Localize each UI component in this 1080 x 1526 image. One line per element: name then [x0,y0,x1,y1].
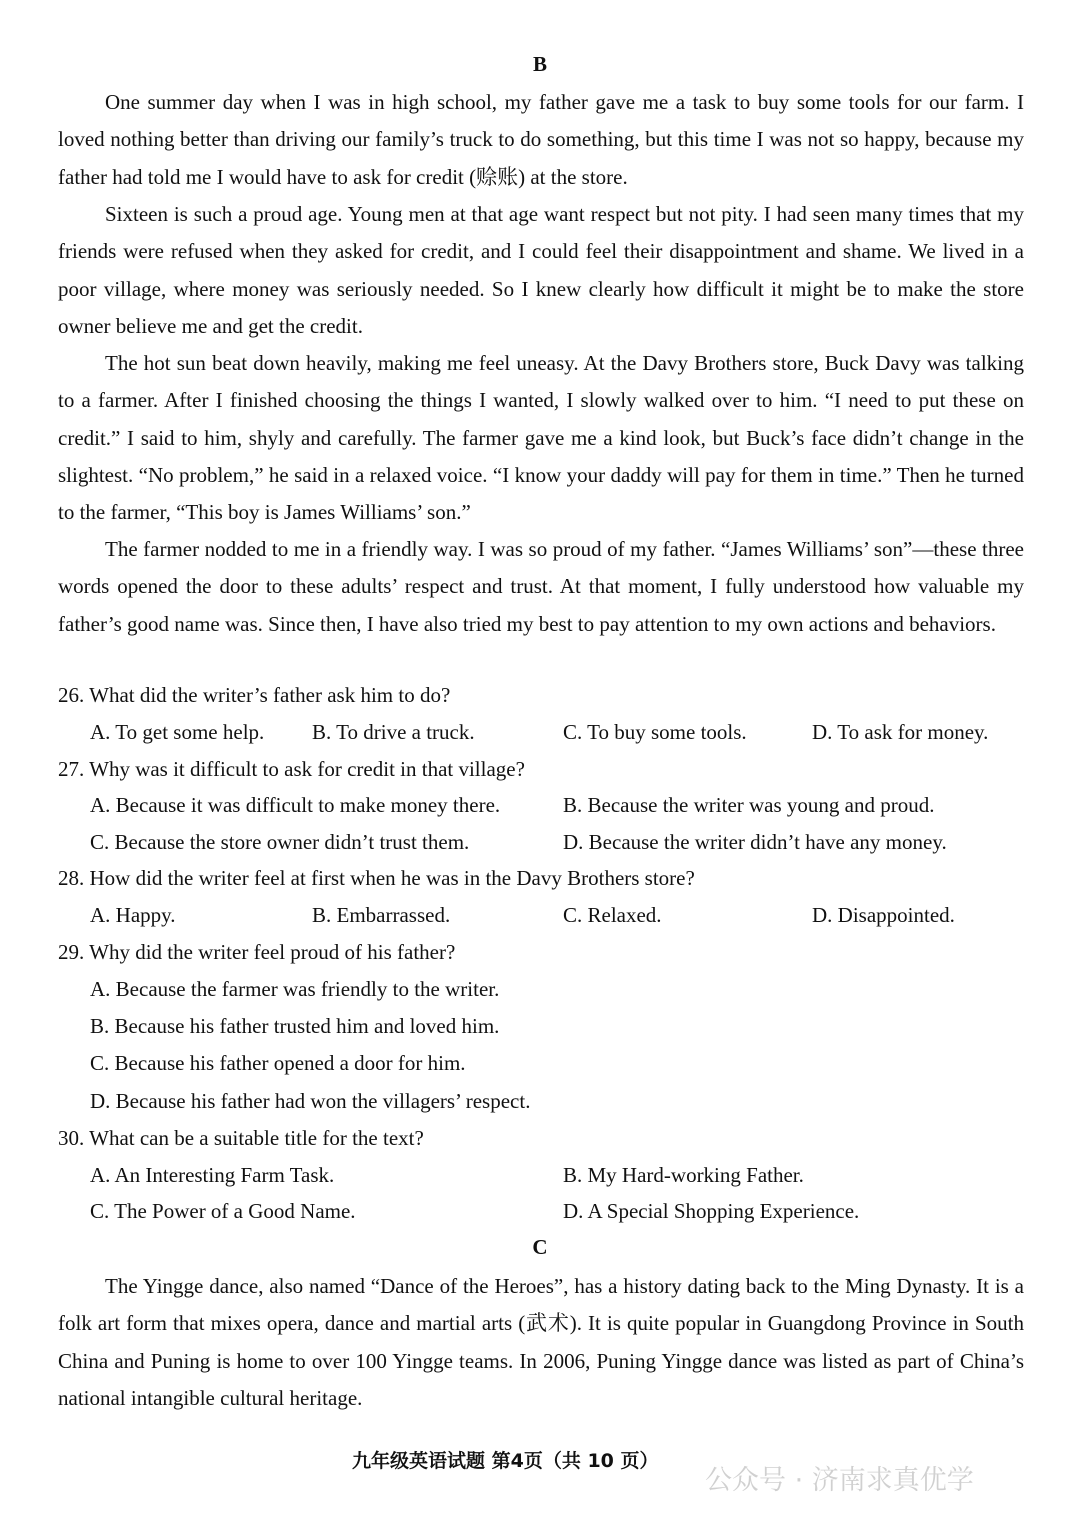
watermark: 公众号 · 济南求真优学 [705,1465,974,1496]
question-29-option-a: A. Because the farmer was friendly to the writer. [90,977,500,1001]
question-27-option-a: A. Because it was difficult to make money there. [90,793,501,817]
section-b-title: B [532,52,547,76]
question-28-option-d: D. Disappointed. [812,903,955,927]
section-b-paragraph-3: The hot sun beat down heavily, making me feel uneasy. At the Davy Brothers store, Buck Davy was talking to a farmer. After I finished choosing the things I wanted, I slowly walked over to him. “I need to put these on credit.” I said to him, shyly and carefully. The farmer gave me a kind look, but Buck’s face didn’t change in the slightest. “No problem,” he said in a relaxed voice. “I know your daddy will pay for them in time.” Then he turned to the farmer, “This boy is James Williams’ son.” [58,351,1024,525]
question-28-option-b: B. Embarrassed. [312,903,451,927]
question-26-option-c: C. To buy some tools. [563,720,747,744]
question-30: 30. What can be a suitable title for the text? [58,1126,424,1150]
section-c-paragraph-1: The Yingge dance, also named “Dance of the Heroes”, has a history dating back to the Ming Dynasty. It is a folk art form that mixes opera, dance and martial arts (武术). It is quite popular in Guangdong Province in South China and Puning is home to over 100 Yingge teams. In 2006, Puning Yingge dance was listed as part of China’s national intangible cultural heritage. [58,1274,1024,1410]
section-c-title: C [532,1235,548,1259]
question-26-option-a: A. To get some help. [90,720,265,744]
section-b-paragraph-1: One summer day when I was in high school, my father gave me a task to buy some tools for our farm. I loved nothing better than driving our family’s truck to do something, but this time I was not so happy, because my father had told me I would have to ask for credit (赊账) at the store. [58,90,1024,189]
question-26-option-b: B. To drive a truck. [312,720,475,744]
question-27-option-d: D. Because the writer didn’t have any money. [563,830,947,854]
question-29-option-b: B. Because his father trusted him and loved him. [90,1014,500,1038]
section-b-paragraph-4: The farmer nodded to me in a friendly way. I was so proud of my father. “James Williams’ son”—these three words opened the door to these adults’ respect and trust. At that moment, I fully understood how valuable my father’s good name was. Since then, I have also tried my best to pay attention to my own actions and behaviors. [58,537,1024,636]
question-27-option-c: C. Because the store owner didn’t trust them. [90,830,470,854]
question-29: 29. Why did the writer feel proud of his father? [58,940,456,964]
question-28-option-c: C. Relaxed. [563,903,662,927]
question-28-option-a: A. Happy. [90,903,176,927]
question-30-option-a: A. An Interesting Farm Task. [90,1163,335,1187]
page-footer: 九年级英语试题 第4页（共 10 页） [352,1450,659,1472]
section-b-paragraph-2: Sixteen is such a proud age. Young men at that age want respect but not pity. I had seen many times that my friends were refused when they asked for credit, and I could feel their disappointment and shame. We lived in a poor village, where money was seriously needed. So I knew clearly how difficult it might be to make the store owner believe me and get the credit. [58,202,1024,338]
question-29-option-c: C. Because his father opened a door for him. [90,1051,466,1075]
question-30-option-c: C. The Power of a Good Name. [90,1199,356,1223]
question-30-option-b: B. My Hard-working Father. [563,1163,804,1187]
question-28: 28. How did the writer feel at first when he was in the Davy Brothers store? [58,866,695,890]
question-29-option-d: D. Because his father had won the villagers’ respect. [90,1089,531,1113]
question-26-option-d: D. To ask for money. [812,720,989,744]
question-30-option-d: D. A Special Shopping Experience. [563,1199,860,1223]
question-27: 27. Why was it difficult to ask for credit in that village? [58,757,525,781]
question-27-option-b: B. Because the writer was young and proud. [563,793,935,817]
question-26: 26. What did the writer’s father ask him to do? [58,683,451,707]
